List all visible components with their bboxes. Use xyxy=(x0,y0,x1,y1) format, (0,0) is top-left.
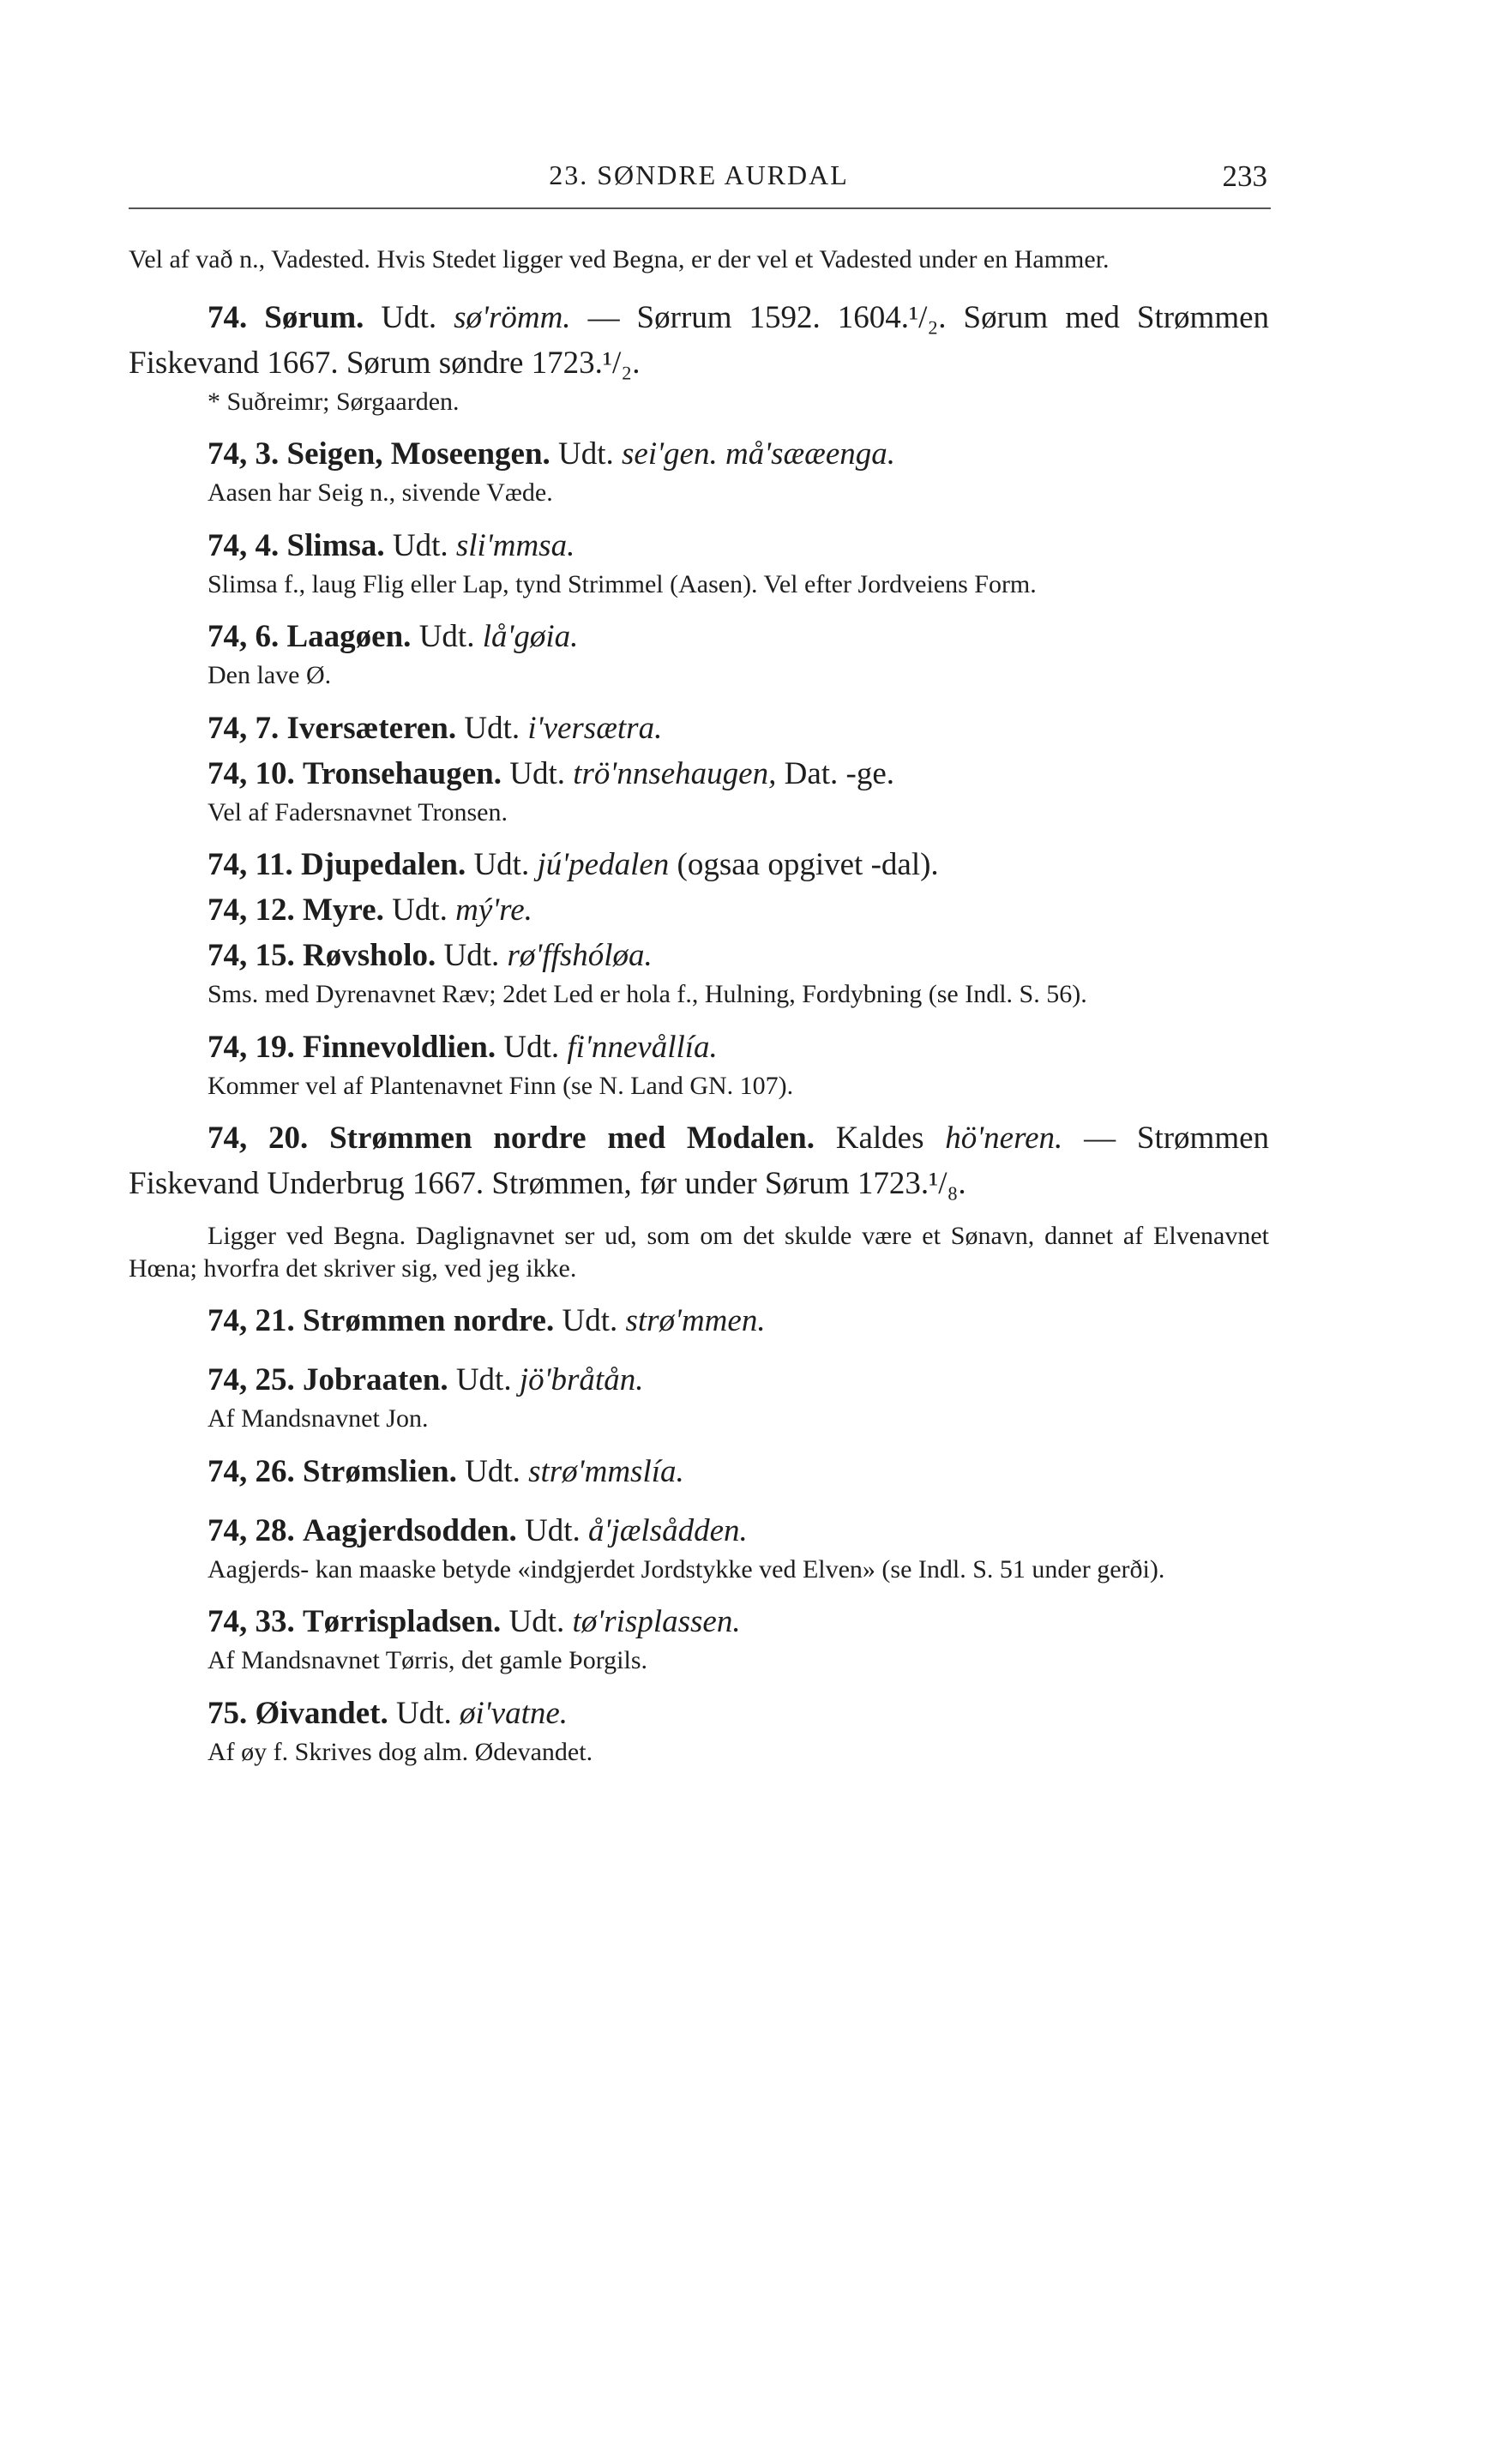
entry-name: Jobraaten. xyxy=(303,1362,448,1397)
entry-number: 74, 26. xyxy=(208,1453,295,1489)
entry-pronunciation: jú'pedalen xyxy=(537,847,670,882)
entry-name: Slimsa. xyxy=(286,527,385,563)
entry-name: Øivandet. xyxy=(255,1695,388,1731)
entry-number: 74, 10. xyxy=(208,755,295,791)
paragraph-note: Ligger ved Begna. Daglignavnet ser ud, som om det skulde være et Sønavn, dannet af Elvenavnet Hœna; hvorfra det skriver sig, ved jeg ikke. xyxy=(129,1222,1269,1283)
entry-number: 74, 19. xyxy=(208,1029,295,1065)
entry-name: Myre. xyxy=(303,892,384,928)
entry-number: 74. xyxy=(208,299,248,335)
entry-udt: Udt. xyxy=(508,1604,565,1639)
entry-number: 74, 11. xyxy=(208,847,293,882)
entry-number: 74, 4. xyxy=(208,527,280,563)
entry-74-12 xyxy=(129,887,1269,933)
entry-pronunciation: sli'mmsa. xyxy=(455,527,575,563)
entry-number: 74, 3. xyxy=(208,436,280,472)
entry-udt: Udt. xyxy=(473,847,530,882)
entry-74-6 xyxy=(129,614,1269,659)
entry-74-4 xyxy=(129,523,1269,568)
entry-pronunciation: sei'gen. må'sææenga. xyxy=(622,436,896,472)
paragraph-note: Vel af vað n., Vadested. Hvis Stedet ligger ved Begna, er der vel et Vadested under en Hammer. xyxy=(129,245,1110,273)
entry-pronunciation: øi'vatne. xyxy=(459,1695,569,1731)
entry-udt: Udt. xyxy=(558,436,614,472)
entry-name: Iversæteren. xyxy=(286,710,457,746)
entry-udt: Udt. xyxy=(395,1695,452,1731)
entry-udt: Kaldes xyxy=(835,1121,924,1156)
entry-rest: (ogsaa opgivet -dal). xyxy=(677,847,939,882)
entry-74-3 xyxy=(129,431,1269,477)
entry-pronunciation: strø'mmen. xyxy=(625,1303,766,1338)
entry-udt: Udt. xyxy=(418,619,475,654)
entry-pronunciation: lå'gøia. xyxy=(482,619,579,654)
entry-udt: Udt. xyxy=(509,755,565,791)
entry-udt: Udt. xyxy=(455,1362,512,1397)
entry-74-28 xyxy=(129,1508,1269,1554)
entry-udt: Udt. xyxy=(562,1303,618,1338)
entry-74-10 xyxy=(129,751,1269,796)
entry-number: 74, 7. xyxy=(208,710,280,746)
entry-74 xyxy=(129,295,1269,386)
entry-udt: Udt. xyxy=(392,527,448,563)
entry-pronunciation: å'jælsådden. xyxy=(588,1512,748,1548)
page-number: 233 xyxy=(1222,159,1267,193)
entry-name: Tronsehaugen. xyxy=(303,755,502,791)
entry-74-26 xyxy=(129,1449,1269,1494)
paragraph-note: Vel af Fadersnavnet Tronsen. xyxy=(208,797,508,826)
entry-number: 74, 12. xyxy=(208,892,295,928)
entry-rest: — Sørrum 1592. 1604.¹/₂. Sørum med Strømmen Fiskevand 1667. Sørum søndre 1723.¹/₂. xyxy=(129,299,1270,381)
entry-udt: Udt. xyxy=(381,299,437,335)
entry-74-33 xyxy=(129,1599,1269,1644)
entry-pronunciation: tø'risplassen. xyxy=(572,1604,741,1639)
entry-74-21 xyxy=(129,1298,1269,1343)
entry-pronunciation: jö'bråtån. xyxy=(519,1362,644,1397)
entry-pronunciation: rø'ffshóløa. xyxy=(507,938,653,973)
entry-number: 74, 25. xyxy=(208,1362,295,1397)
entry-name: Strømslien. xyxy=(303,1453,457,1489)
entry-number: 75. xyxy=(208,1695,248,1731)
entry-name: Seigen, Moseengen. xyxy=(286,436,550,472)
entry-name: Strømmen nordre. xyxy=(303,1303,555,1338)
paragraph-note: Sms. med Dyrenavnet Ræv; 2det Led er hola f., Hulning, Fordybning (se Indl. S. 56). xyxy=(208,980,1087,1008)
entry-74-11 xyxy=(129,842,1269,887)
entry-74-15 xyxy=(129,933,1269,978)
paragraph-note: * Suðreimr; Sørgaarden. xyxy=(208,387,460,416)
paragraph-note: Af Mandsnavnet Tørris, det gamle Þorgils. xyxy=(208,1646,647,1674)
entry-name: Finnevoldlien. xyxy=(303,1029,496,1065)
paragraph-note: Den lave Ø. xyxy=(208,661,332,689)
entry-number: 74, 6. xyxy=(208,619,280,654)
entry-udt: Udt. xyxy=(443,938,500,973)
entry-74-25 xyxy=(129,1357,1269,1403)
entry-75 xyxy=(129,1691,1269,1736)
running-header xyxy=(129,159,1269,199)
entry-number: 74, 21. xyxy=(208,1303,295,1338)
entry-udt: Udt. xyxy=(465,1453,520,1489)
entry-udt: Udt. xyxy=(392,892,448,928)
entry-number: 74, 20. xyxy=(208,1121,309,1156)
entry-rest: — Strømmen Fiskevand Underbrug 1667. Strømmen, før under Sørum 1723.¹/₈. xyxy=(129,1121,1270,1201)
entry-74-19 xyxy=(129,1025,1269,1070)
entry-number: 74, 33. xyxy=(208,1604,295,1639)
entry-name: Sørum. xyxy=(264,299,364,335)
entry-name: Laagøen. xyxy=(286,619,412,654)
paragraph-note: Kommer vel af Plantenavnet Finn (se N. Land GN. 107). xyxy=(208,1071,794,1100)
entry-rest: Dat. -ge. xyxy=(784,755,895,791)
entry-udt: Udt. xyxy=(503,1029,560,1065)
entry-name: Røvsholo. xyxy=(303,938,436,973)
entry-name: Aagjerdsodden. xyxy=(303,1512,517,1548)
entry-pronunciation: mý're. xyxy=(455,892,532,928)
entry-pronunciation: hö'neren. xyxy=(945,1121,1063,1156)
header-rule xyxy=(129,207,1271,209)
entry-pronunciation: fi'nnevållía. xyxy=(567,1029,718,1065)
entry-pronunciation: i'versætra. xyxy=(527,710,663,746)
paragraph-note: Af øy f. Skrives dog alm. Ødevandet. xyxy=(208,1737,593,1766)
body-text xyxy=(129,243,1269,1768)
entry-name: Strømmen nordre med Modalen. xyxy=(329,1121,815,1156)
entry-udt: Udt. xyxy=(525,1512,581,1548)
paragraph-note: Af Mandsnavnet Jon. xyxy=(208,1404,429,1433)
entry-74-7 xyxy=(129,706,1269,751)
chapter-title: 23. SØNDRE AURDAL xyxy=(549,159,849,190)
entry-number: 74, 28. xyxy=(208,1512,295,1548)
entry-pronunciation: sø'römm. xyxy=(454,299,571,335)
entry-74-20 xyxy=(129,1115,1269,1206)
paragraph-note: Slimsa f., laug Flig eller Lap, tynd Strimmel (Aasen). Vel efter Jordveiens Form. xyxy=(208,569,1037,598)
entry-number: 74, 15. xyxy=(208,938,295,973)
entry-name: Djupedalen. xyxy=(300,847,466,882)
paragraph-note: Aagjerds- kan maaske betyde «indgjerdet Jordstykke ved Elven» (se Indl. S. 51 under gerði). xyxy=(208,1554,1165,1584)
entry-pronunciation: trö'nnsehaugen, xyxy=(573,755,777,791)
entry-pronunciation: strø'mmslía. xyxy=(528,1453,684,1489)
entry-udt: Udt. xyxy=(464,710,520,746)
entry-name: Tørrispladsen. xyxy=(303,1604,502,1639)
paragraph-note: Aasen har Seig n., sivende Væde. xyxy=(208,478,553,507)
